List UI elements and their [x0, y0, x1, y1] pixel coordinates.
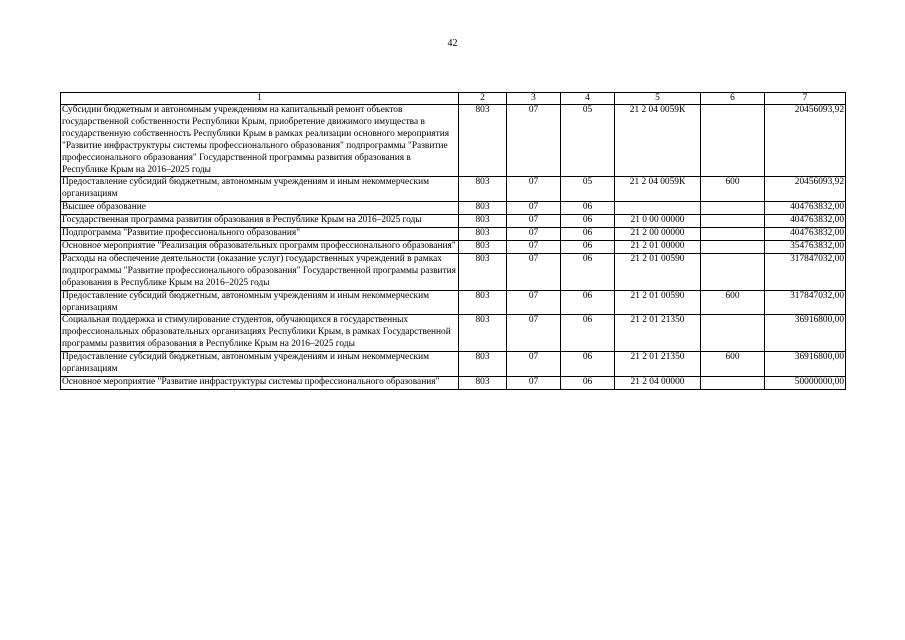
row-code-3-cell: 07 — [507, 352, 561, 377]
row-code-6-cell — [701, 105, 765, 177]
row-code-3-cell: 07 — [507, 105, 561, 177]
row-code-4-cell: 05 — [561, 177, 615, 202]
row-code-3-cell: 07 — [507, 177, 561, 202]
table-row — [61, 202, 846, 215]
page-number: 42 — [447, 38, 458, 49]
row-code-2-cell: 803 — [459, 228, 507, 241]
row-code-5-cell: 21 2 00 00000 — [615, 228, 701, 241]
row-code-4-cell: 05 — [561, 105, 615, 177]
row-code-3-cell: 07 — [507, 202, 561, 215]
row-code-4-cell: 06 — [561, 253, 615, 290]
row-code-2-cell: 803 — [459, 376, 507, 389]
row-code-2-cell: 803 — [459, 215, 507, 228]
row-code-5-cell: 21 2 04 00000 — [615, 376, 701, 389]
row-code-4-cell: 06 — [561, 202, 615, 215]
row-code-4-cell: 06 — [561, 215, 615, 228]
row-code-4-cell: 06 — [561, 315, 615, 352]
row-code-4-cell: 06 — [561, 240, 615, 253]
col-header-7: 7 — [765, 93, 846, 105]
row-code-2-cell: 803 — [459, 352, 507, 377]
row-code-2-cell: 803 — [459, 177, 507, 202]
row-code-2-cell: 803 — [459, 290, 507, 315]
row-code-4-cell: 06 — [561, 290, 615, 315]
row-code-3-cell: 07 — [507, 240, 561, 253]
row-code-2-cell: 803 — [459, 315, 507, 352]
row-code-3-cell: 07 — [507, 315, 561, 352]
row-code-5-cell: 21 2 01 00590 — [615, 290, 701, 315]
row-amount-cell: 317847032,00 — [765, 253, 846, 290]
row-code-4-cell: 06 — [561, 376, 615, 389]
row-code-6-cell — [701, 253, 765, 290]
row-amount-cell: 404763832,00 — [765, 228, 846, 241]
row-amount-cell: 36916800,00 — [765, 315, 846, 352]
row-code-2-cell: 803 — [459, 105, 507, 177]
row-amount-cell: 404763832,00 — [765, 215, 846, 228]
table-row — [61, 215, 846, 228]
row-code-6-cell: 600 — [701, 177, 765, 202]
table-row — [61, 315, 846, 352]
table-row — [61, 228, 846, 241]
table-body — [61, 105, 846, 390]
row-code-5-cell: 21 2 01 00000 — [615, 240, 701, 253]
row-code-3-cell: 07 — [507, 290, 561, 315]
row-code-3-cell: 07 — [507, 376, 561, 389]
row-name-cell: Социальная поддержка и стимулирование студентов, обучающихся в государственных профессиональных образовательных организациях Республики Крым, в рамках Государственной программы развития образования в Республике Крым на 2016–2025 годы — [61, 315, 459, 352]
row-code-5-cell: 21 0 00 00000 — [615, 215, 701, 228]
row-code-6-cell — [701, 202, 765, 215]
row-code-6-cell: 600 — [701, 290, 765, 315]
col-header-2: 2 — [459, 93, 507, 105]
col-header-4: 4 — [561, 93, 615, 105]
row-amount-cell: 317847032,00 — [765, 290, 846, 315]
row-name-cell: Основное мероприятие "Реализация образовательных программ профессионального образования" — [61, 240, 459, 253]
row-code-5-cell — [615, 202, 701, 215]
row-code-6-cell — [701, 376, 765, 389]
table-row — [61, 290, 846, 315]
row-amount-cell: 20456093,92 — [765, 105, 846, 177]
row-code-3-cell: 07 — [507, 253, 561, 290]
row-code-2-cell: 803 — [459, 202, 507, 215]
row-code-4-cell: 06 — [561, 228, 615, 241]
col-header-6: 6 — [701, 93, 765, 105]
row-amount-cell: 404763832,00 — [765, 202, 846, 215]
row-code-5-cell: 21 2 01 21350 — [615, 315, 701, 352]
row-amount-cell: 50000000,00 — [765, 376, 846, 389]
budget-table — [60, 92, 846, 390]
col-header-3: 3 — [507, 93, 561, 105]
row-amount-cell: 354763832,00 — [765, 240, 846, 253]
table-row — [61, 253, 846, 290]
table-row — [61, 240, 846, 253]
row-name-cell: Подпрограмма "Развитие профессионального образования" — [61, 228, 459, 241]
row-name-cell: Основное мероприятие "Развитие инфраструктуры системы профессионального образования" — [61, 376, 459, 389]
header-row — [61, 93, 846, 105]
row-code-6-cell — [701, 215, 765, 228]
col-header-1: 1 — [61, 93, 459, 105]
row-name-cell: Субсидии бюджетным и автономным учреждениям на капитальный ремонт объектов государственной собственности Республики Крым, приобретение движимого имущества в государственную собственность Республики Крым в рамках реализации основного мероприятия "Развитие инфраструктуры системы профессионального образования" подпрограммы "Развитие профессионального образования" Государственной программы развития образования в Республике Крым на 2016–2025 годы — [61, 105, 459, 177]
table-row — [61, 177, 846, 202]
row-code-5-cell: 21 2 04 0059К — [615, 105, 701, 177]
row-name-cell: Предоставление субсидий бюджетным, автономным учреждениям и иным некоммерческим организациям — [61, 290, 459, 315]
row-name-cell: Предоставление субсидий бюджетным, автономным учреждениям и иным некоммерческим организациям — [61, 352, 459, 377]
table-row — [61, 376, 846, 389]
row-name-cell: Высшее образование — [61, 202, 459, 215]
row-code-6-cell — [701, 240, 765, 253]
row-amount-cell: 36916800,00 — [765, 352, 846, 377]
row-code-3-cell: 07 — [507, 228, 561, 241]
row-code-6-cell — [701, 228, 765, 241]
row-code-5-cell: 21 2 01 21350 — [615, 352, 701, 377]
row-code-6-cell: 600 — [701, 352, 765, 377]
row-code-2-cell: 803 — [459, 240, 507, 253]
row-name-cell: Государственная программа развития образования в Республике Крым на 2016–2025 годы — [61, 215, 459, 228]
col-header-5: 5 — [615, 93, 701, 105]
row-code-4-cell: 06 — [561, 352, 615, 377]
row-code-3-cell: 07 — [507, 215, 561, 228]
row-amount-cell: 20456093,92 — [765, 177, 846, 202]
row-name-cell: Расходы на обеспечение деятельности (оказание услуг) государственных учреждений в рамках подпрограммы "Развитие профессионального образования" Государственной программы развития образования в Республике Крым на 2016–2025 годы — [61, 253, 459, 290]
row-name-cell: Предоставление субсидий бюджетным, автономным учреждениям и иным некоммерческим организациям — [61, 177, 459, 202]
row-code-5-cell: 21 2 04 0059К — [615, 177, 701, 202]
row-code-5-cell: 21 2 01 00590 — [615, 253, 701, 290]
table-row — [61, 105, 846, 177]
row-code-6-cell — [701, 315, 765, 352]
table-row — [61, 352, 846, 377]
row-code-2-cell: 803 — [459, 253, 507, 290]
